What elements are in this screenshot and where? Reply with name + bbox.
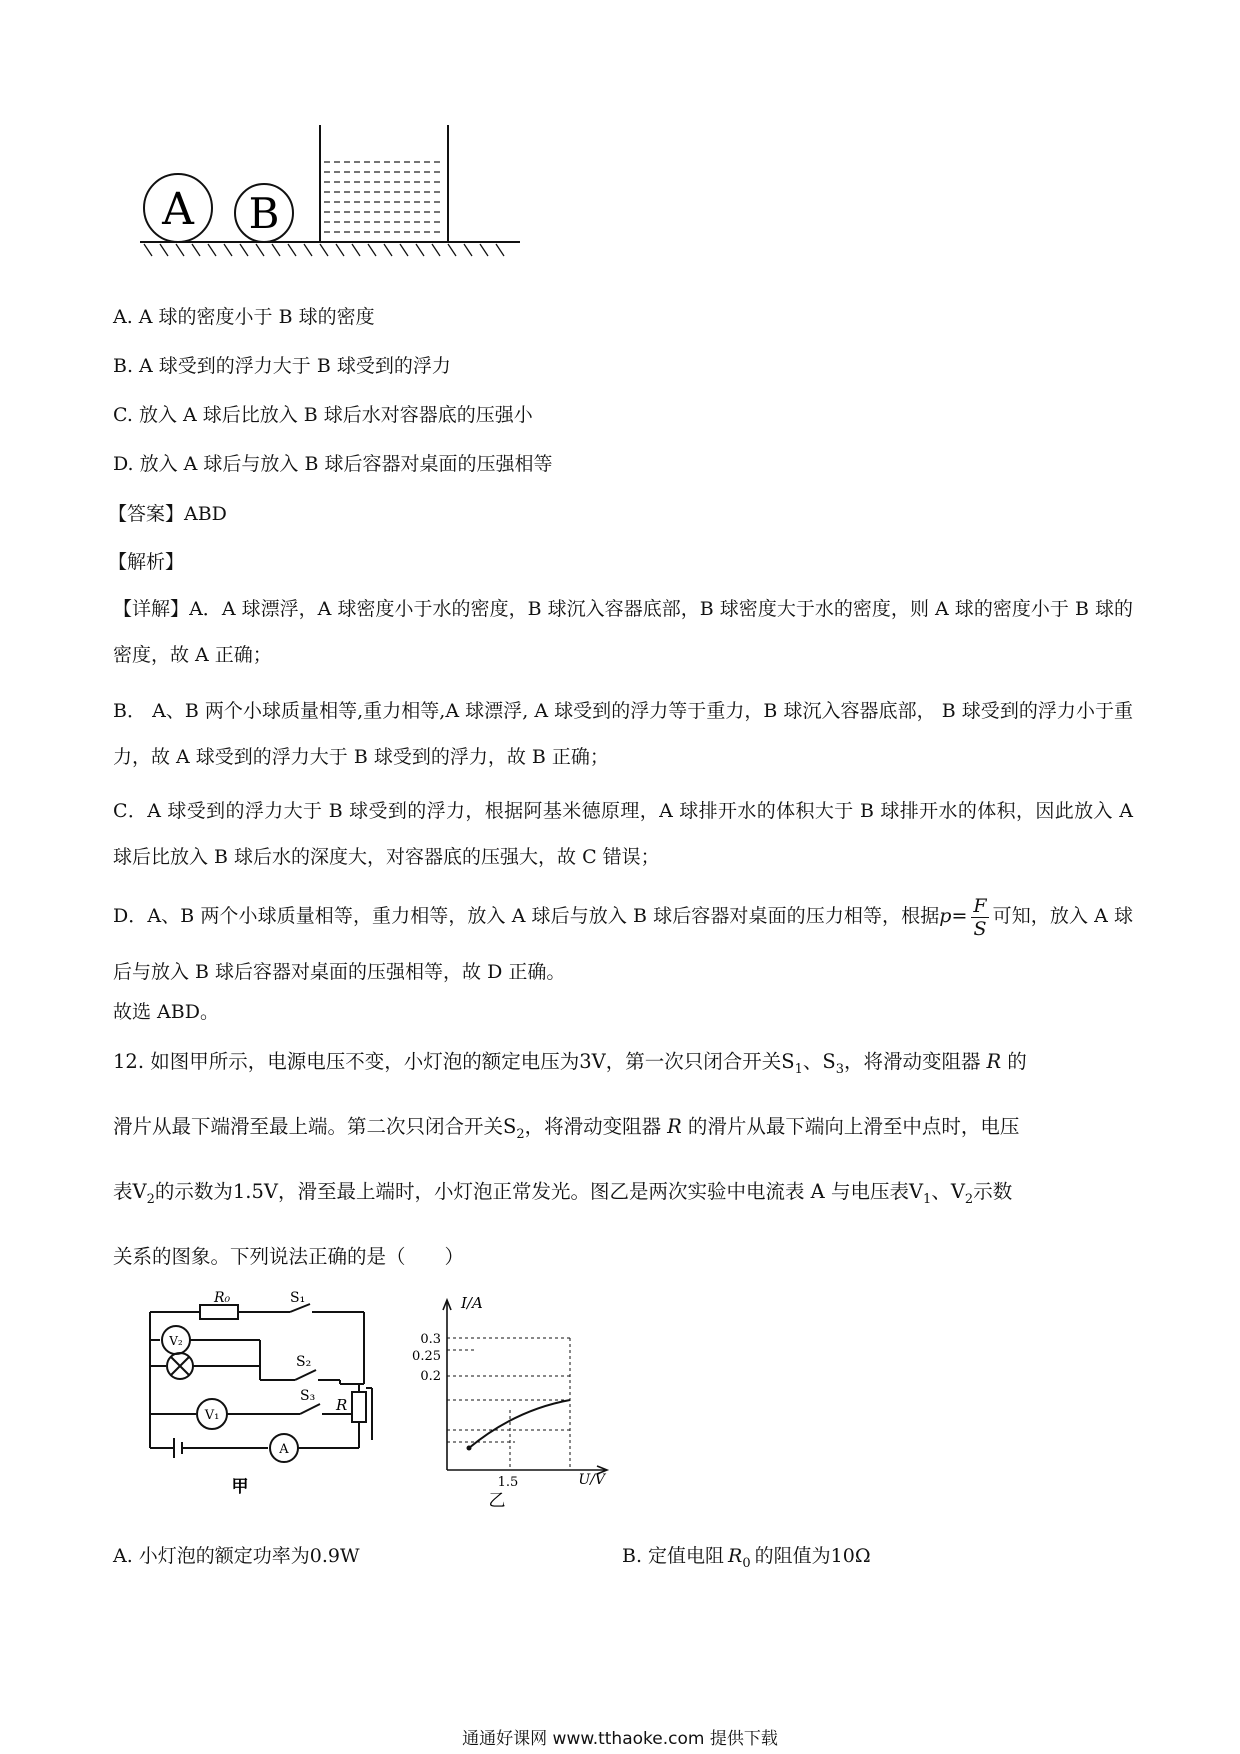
- fraction-numerator: F: [973, 894, 987, 917]
- s3-label: S₃: [300, 1388, 316, 1404]
- q12-option-b: [622, 1542, 871, 1578]
- r0-label: R₀: [214, 1290, 231, 1306]
- formula-lhs: p=: [939, 905, 968, 927]
- graph-xlabel: U/V: [578, 1472, 605, 1488]
- fraction-denominator: S: [973, 917, 987, 940]
- y-tick-0.25: 0.25: [412, 1349, 441, 1364]
- graph-ylabel: I/A: [461, 1294, 483, 1312]
- q12-p2-sub: 2: [516, 1126, 525, 1142]
- q11-detail-b: B． A、B 两个小球质量相等,重力相等,A 球漂浮, A 球受到的浮力等于重力，B 球沉入容器底部， B 球受到的浮力小于重力，故 A 球受到的浮力大于 B 球受到的浮力，故 B 正确；: [113, 700, 1133, 768]
- q11-option-a: A. A 球的密度小于 B 球的密度: [113, 306, 375, 328]
- q12-p1-sub3: 3: [835, 1061, 844, 1077]
- q12-p1-post: ，将滑动变阻器: [843, 1050, 981, 1073]
- q12-p1-mid: 、S: [802, 1050, 836, 1073]
- q11-option-c: C. 放入 A 球后比放入 B 球后水对容器底的压强小: [113, 404, 533, 426]
- iu-graph: [405, 1290, 625, 1510]
- q11-option-b: B. A 球受到的浮力大于 B 球受到的浮力: [113, 355, 451, 377]
- q12-p3-mid: 的示数为1.5V，滑至最上端时，小灯泡正常发光。图乙是两次实验中电流表 A 与电压表V: [154, 1180, 924, 1203]
- y-tick-0.2: 0.2: [420, 1369, 441, 1384]
- q12-opt-b-pre: B. 定值电阻: [622, 1545, 725, 1567]
- q12-p3-sep: 、V: [931, 1180, 965, 1203]
- pressure-fraction: [971, 895, 988, 940]
- q12-p1-r: R: [986, 1050, 1002, 1073]
- q12-p1-end: 的: [1007, 1050, 1027, 1073]
- q12-line-3: [113, 1178, 1012, 1214]
- q11-detail-d: [113, 888, 1133, 1000]
- v1-meter-label: V₁: [204, 1408, 220, 1423]
- x-tick-1.5: 1.5: [497, 1475, 519, 1490]
- q12-p3-end: 示数: [973, 1180, 1013, 1203]
- q11-detail-a: 【详解】A．A 球漂浮，A 球密度小于水的密度，B 球沉入容器底部，B 球密度大于水的密度，则 A 球的密度小于 B 球的密度，故 A 正确；: [113, 598, 1133, 666]
- q12-p3-pre: 表V: [113, 1180, 147, 1203]
- q12-p1-sub1: 1: [794, 1061, 803, 1077]
- detail-d-post: 可知，放入 A 球后与放入 B 球后容器对桌面的压强相等，故 D 正确。: [113, 905, 1133, 983]
- q12-opt-b-r: R: [728, 1545, 743, 1567]
- q12-opt-b-sub: 0: [742, 1555, 751, 1571]
- circuit-diagram: [140, 1290, 400, 1500]
- q12-opt-b-post: 的阻值为10Ω: [754, 1545, 871, 1567]
- q11-analysis-label: 【解析】: [108, 551, 185, 573]
- circuit-caption: 甲: [231, 1477, 249, 1497]
- page-footer: 通通好课网 www.tthaoke.com 提供下载: [462, 1729, 778, 1749]
- y-tick-0.3: 0.3: [420, 1332, 441, 1347]
- q12-option-a: A. 小灯泡的额定功率为0.9W: [113, 1545, 360, 1567]
- q11-option-d: D. 放入 A 球后与放入 B 球后容器对桌面的压强相等: [113, 453, 553, 475]
- q12-line-4: 关系的图象。下列说法正确的是（ ）: [113, 1245, 465, 1268]
- ammeter-label: A: [279, 1442, 289, 1457]
- q12-p2: 滑片从最下端滑至最上端。第二次只闭合开关S: [113, 1115, 517, 1138]
- q12-p2-mid: ，将滑动变阻器: [524, 1115, 662, 1138]
- v2-meter-label: V₂: [169, 1334, 183, 1348]
- q11-answer: 【答案】ABD: [108, 503, 227, 525]
- q11-detail-c: C．A 球受到的浮力大于 B 球受到的浮力，根据阿基米德原理，A 球排开水的体积大于 B 球排开水的体积，因此放入 A 球后比放入 B 球后水的深度大，对容器底的压强大，故 C 错误；: [113, 800, 1133, 868]
- graph-start-point: [467, 1446, 472, 1451]
- detail-d-pre: D．A、B 两个小球质量相等，重力相等，放入 A 球后与放入 B 球后容器对桌面的压力相等，根据: [113, 905, 940, 927]
- r-label: R: [336, 1396, 348, 1414]
- graph-caption: 乙: [488, 1491, 506, 1510]
- q12-line-2: [113, 1113, 1019, 1149]
- q12-p2-post: 的滑片从最下端向上滑至中点时，电压: [687, 1115, 1020, 1138]
- figure-balls-container: [130, 120, 530, 270]
- q12-p1: 12. 如图甲所示，电源电压不变，小灯泡的额定电压为3V，第一次只闭合开关S: [113, 1050, 795, 1073]
- q12-line-1: [113, 1048, 1027, 1084]
- q11-conclusion: 故选 ABD。: [113, 1001, 219, 1023]
- ball-b-label: B: [248, 189, 280, 238]
- s2-label: S₂: [296, 1354, 312, 1370]
- q12-p3-sub: 2: [146, 1191, 155, 1207]
- ball-a-label: A: [162, 184, 194, 235]
- s1-label: S₁: [290, 1290, 306, 1306]
- q12-p3-sub2: 2: [964, 1191, 974, 1207]
- q12-p3-sub1: 1: [923, 1191, 932, 1207]
- q12-p2-r: R: [667, 1115, 682, 1138]
